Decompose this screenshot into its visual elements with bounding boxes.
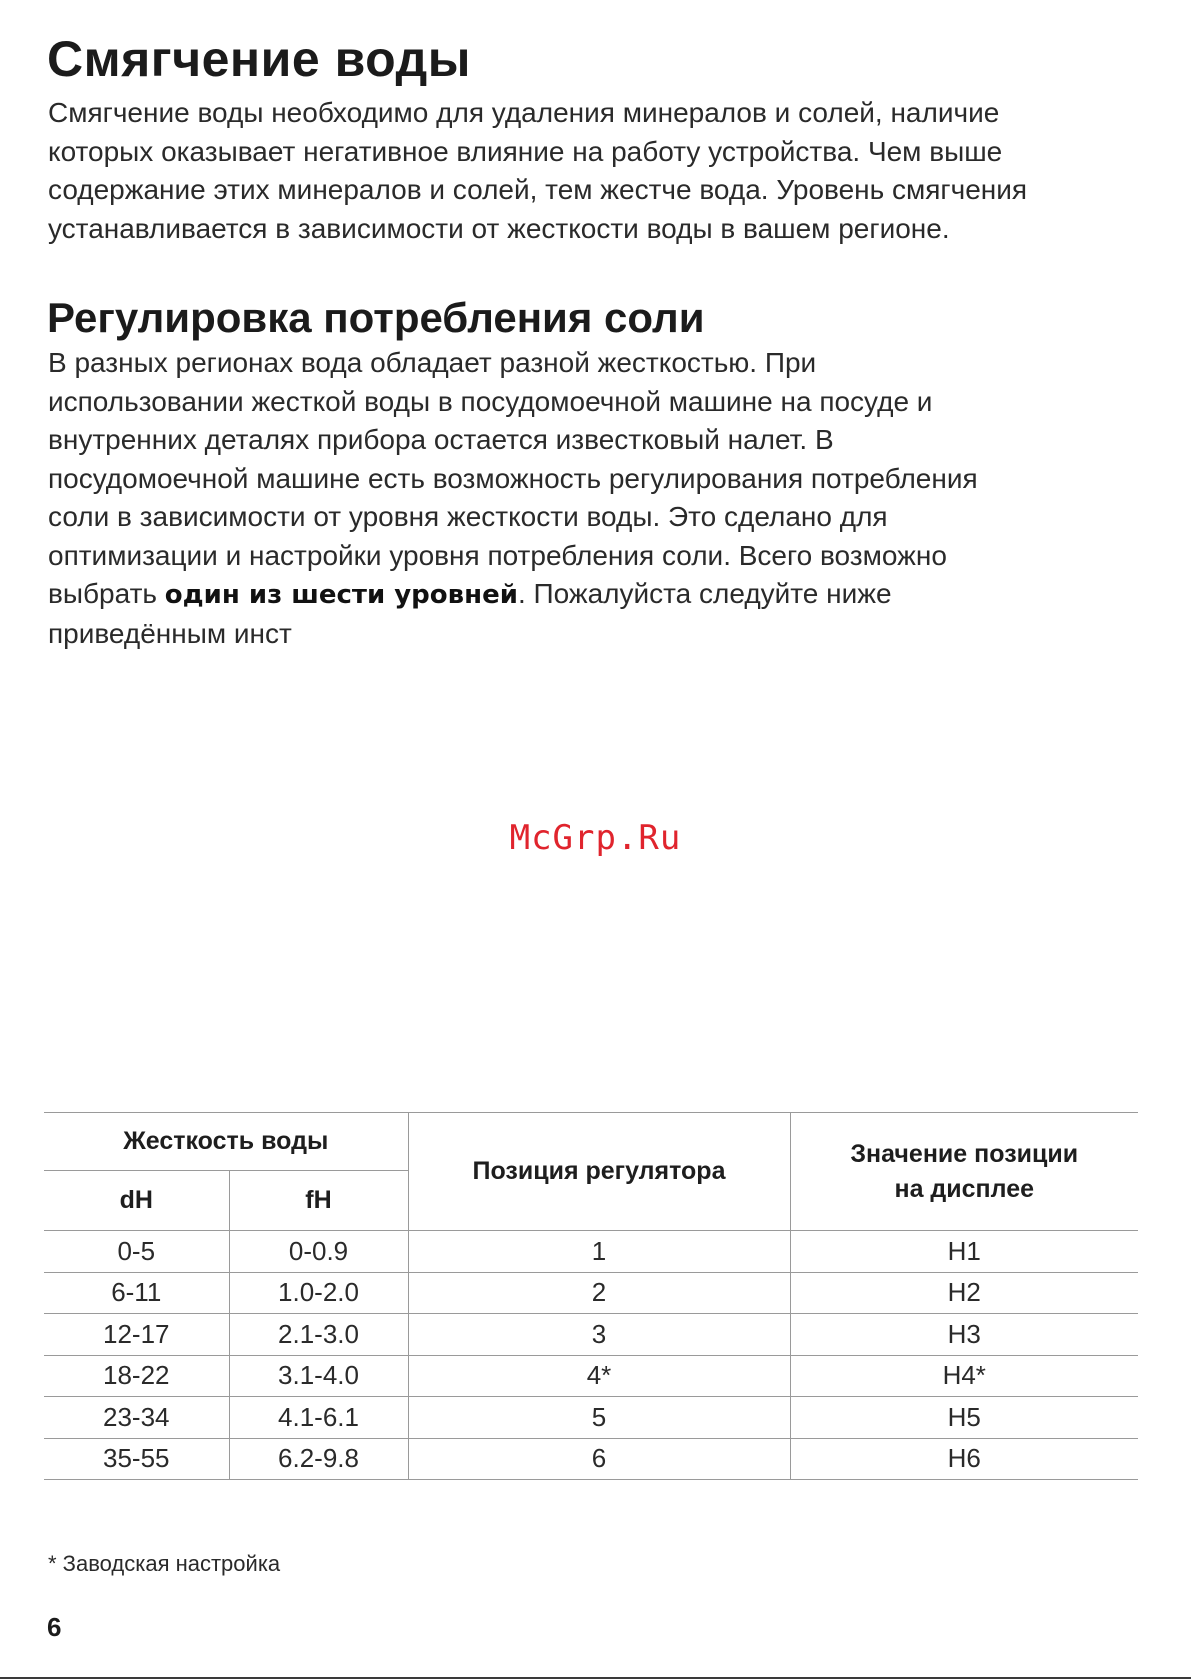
section-title-water-softening: Смягчение воды bbox=[47, 31, 471, 87]
line-suffix: . Пожалуйста следуйте ниже bbox=[517, 578, 892, 609]
cell-position: 1 bbox=[408, 1231, 790, 1273]
table-row bbox=[44, 1438, 1138, 1480]
paragraph-line: содержание этих минералов и солей, тем жестче вода. Уровень смягчения bbox=[48, 174, 1028, 205]
cell-dh: 6-11 bbox=[44, 1272, 229, 1314]
section-title-salt-regulation: Регулировка потребления соли bbox=[47, 294, 705, 341]
header-regulator-position: Позиция регулятора bbox=[408, 1113, 790, 1231]
cell-fh: 6.2-9.8 bbox=[229, 1438, 408, 1480]
table-row bbox=[44, 1272, 1138, 1314]
cell-display: H6 bbox=[790, 1438, 1138, 1480]
paragraph-line: Смягчение воды необходимо для удаления минералов и солей, наличие bbox=[48, 97, 1000, 128]
paragraph-line: посудомоечной машине есть возможность регулирования потребления bbox=[48, 462, 978, 494]
paragraph-line: которых оказывает негативное влияние на работу устройства. Чем выше bbox=[48, 135, 1003, 167]
cell-position: 3 bbox=[408, 1314, 790, 1356]
cell-position: 2 bbox=[408, 1272, 790, 1314]
header-water-hardness: Жесткость воды bbox=[44, 1113, 408, 1171]
cell-dh: 23-34 bbox=[44, 1397, 229, 1439]
paragraph-line bbox=[48, 575, 1158, 615]
header-display-value bbox=[790, 1113, 1138, 1231]
table-row bbox=[44, 1314, 1138, 1356]
water-hardness-table bbox=[44, 1112, 1138, 1480]
cell-display: H1 bbox=[790, 1231, 1138, 1273]
factory-setting-footnote: * Заводская настройка bbox=[48, 1551, 281, 1576]
cell-fh: 4.1-6.1 bbox=[229, 1397, 408, 1439]
paragraph-line: внутренних деталях прибора остается известковый налет. В bbox=[48, 424, 834, 455]
cell-display: H4* bbox=[790, 1355, 1138, 1397]
salt-regulation-paragraph bbox=[48, 344, 1158, 653]
paragraph-line: устанавливается в зависимости от жесткости воды в вашем регионе. bbox=[48, 212, 950, 244]
cell-fh: 2.1-3.0 bbox=[229, 1314, 408, 1356]
line-prefix: выбрать bbox=[48, 578, 165, 609]
cell-dh: 0-5 bbox=[44, 1231, 229, 1273]
cell-position: 5 bbox=[408, 1397, 790, 1439]
cell-fh: 1.0-2.0 bbox=[229, 1272, 408, 1314]
watermark: McGrp.Ru bbox=[509, 818, 682, 858]
cell-dh: 12-17 bbox=[44, 1314, 229, 1356]
cell-dh: 18-22 bbox=[44, 1355, 229, 1397]
cell-fh: 3.1-4.0 bbox=[229, 1355, 408, 1397]
paragraph-line: соли в зависимости от уровня жесткости воды. Это сделано для bbox=[48, 501, 888, 532]
cell-display: H3 bbox=[790, 1314, 1138, 1356]
paragraph-line: оптимизации и настройки уровня потребления соли. Всего возможно bbox=[48, 539, 947, 571]
table-row bbox=[44, 1397, 1138, 1439]
paragraph-line: В разных регионах вода обладает разной жесткостью. При bbox=[48, 347, 817, 378]
six-levels-emphasis: один из шести уровней bbox=[164, 580, 518, 610]
cell-display: H5 bbox=[790, 1397, 1138, 1439]
cell-position: 4* bbox=[408, 1355, 790, 1397]
paragraph-line: использовании жесткой воды в посудомоечной машине на посуде и bbox=[48, 385, 933, 417]
table-row bbox=[44, 1231, 1138, 1273]
water-softening-paragraph bbox=[48, 94, 1158, 248]
page-number: 6 bbox=[47, 1612, 62, 1642]
cell-display: H2 bbox=[790, 1272, 1138, 1314]
header-display-line: на дисплее bbox=[894, 1174, 1035, 1203]
paragraph-line: приведённым инст bbox=[48, 617, 292, 649]
header-fh: fH bbox=[229, 1171, 408, 1231]
header-dh: dH bbox=[44, 1171, 229, 1231]
table-row bbox=[44, 1355, 1138, 1397]
header-display-line: Значение позиции bbox=[850, 1139, 1079, 1168]
cell-dh: 35-55 bbox=[44, 1438, 229, 1480]
cell-fh: 0-0.9 bbox=[229, 1231, 408, 1273]
cell-position: 6 bbox=[408, 1438, 790, 1480]
